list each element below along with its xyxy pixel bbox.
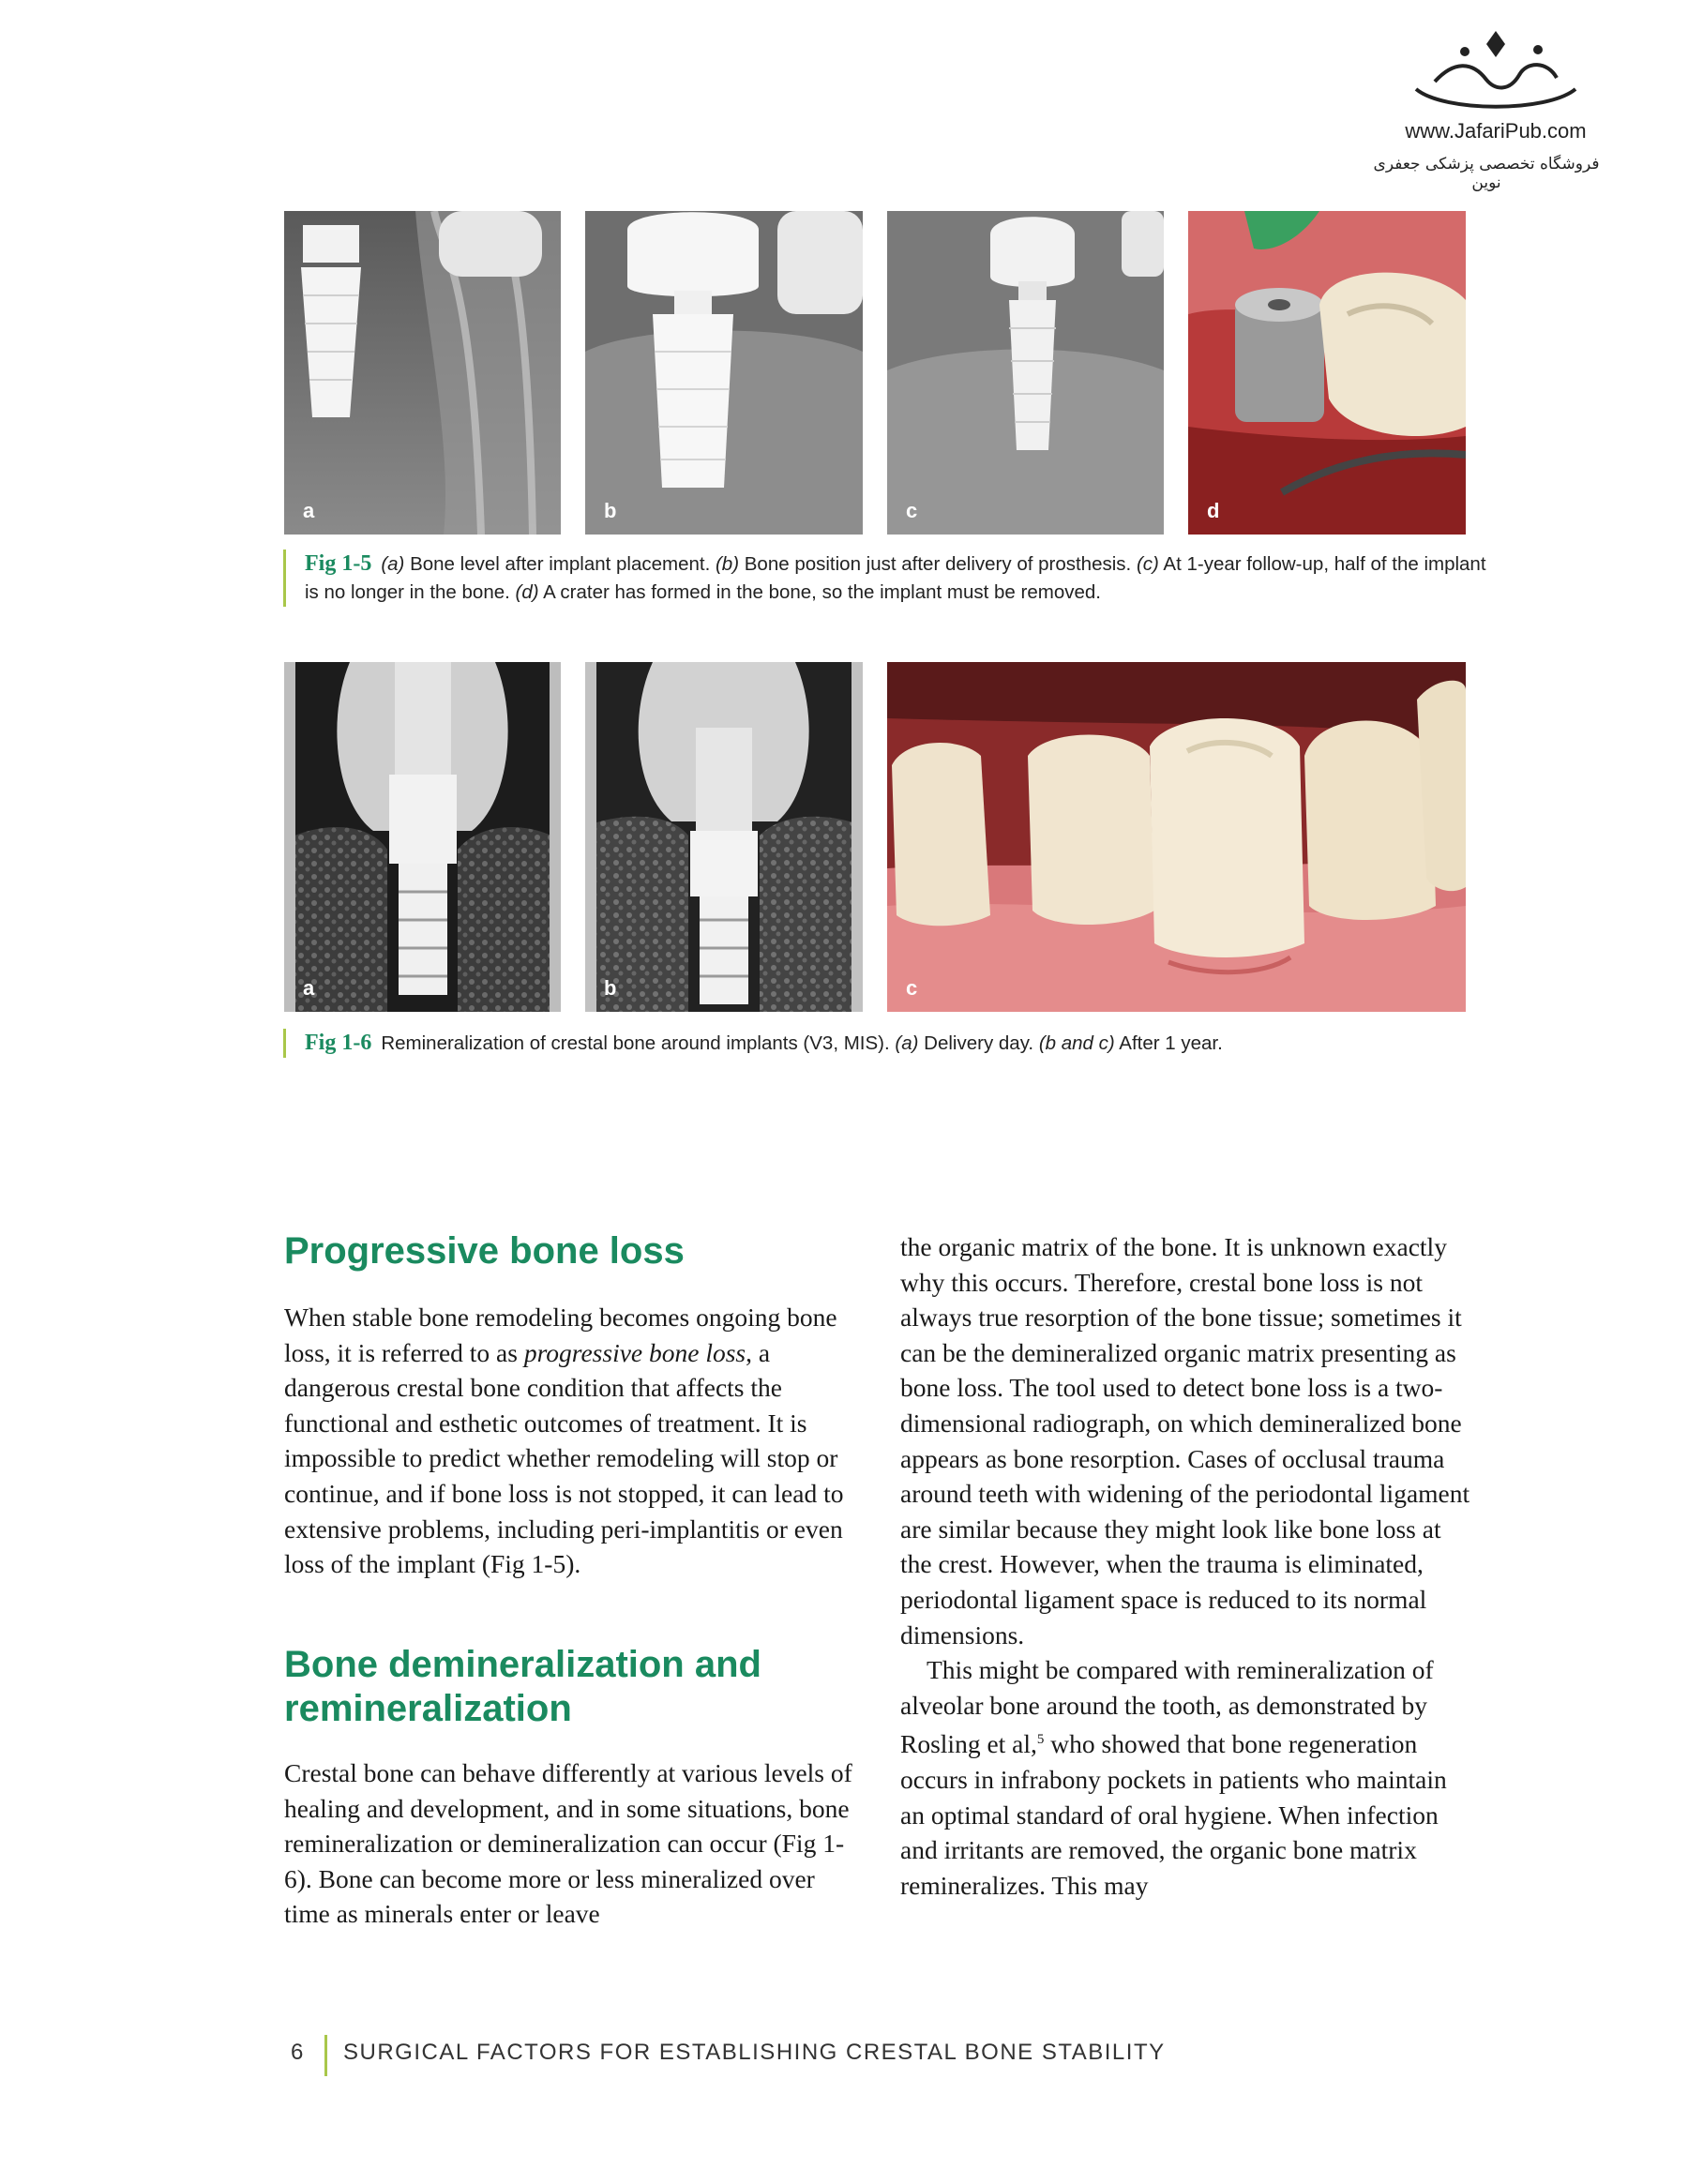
section-heading-bone-demineralization: Bone demineralization and remineralization <box>284 1644 761 1729</box>
paragraph-remineralization <box>900 1652 1474 1903</box>
caption-panel-ref: (b) <box>715 553 740 575</box>
caption-text: At 1-year follow-up, half of the implant is no longer in the bone. <box>305 553 1486 603</box>
figure-1-6-caption <box>283 1029 1505 1058</box>
footer-divider <box>324 2035 327 2076</box>
running-title: SURGICAL FACTORS FOR ESTABLISHING CRESTAL BONE STABILITY <box>343 2040 1166 2065</box>
logo-mark-icon <box>1407 23 1585 117</box>
paragraph-progressive-bone-loss <box>284 1300 856 1582</box>
caption-panel-ref: (a) <box>895 1032 919 1054</box>
text-run: This might be compared with remineralization of alveolar bone around the tooth, as demonstrated by Rosling et al, <box>900 1655 1434 1759</box>
panel-label: d <box>1207 499 1220 522</box>
caption-text: Bone level after implant placement. <box>404 553 716 575</box>
radiograph-image <box>284 662 561 1012</box>
figure-1-6-panel-b <box>585 662 863 1012</box>
caption-panel-ref: (c) <box>1136 553 1159 575</box>
figure-1-6-panel-c <box>887 662 1466 1012</box>
caption-text: After 1 year. <box>1114 1032 1223 1054</box>
panel-label: b <box>604 976 617 1000</box>
figure-1-5-panel-c <box>887 211 1164 535</box>
text-run: who showed that bone regeneration occurs in infrabony pockets in patients who maintain an optimal standard of oral hygiene. When infection and irritants are removed, the organic bone matrix remineralizes. This may <box>900 1729 1447 1900</box>
text-run: Crestal bone can behave differently at various levels of healing and development, and in some situations, bone remineralization or demineralization can occur (Fig 1-6). Bone can become more or less mineralized over time as minerals enter or leave <box>284 1758 852 1929</box>
figure-1-5-panel-a <box>284 211 561 535</box>
radiograph-image <box>887 211 1164 535</box>
publisher-url: www.JafariPub.com <box>1405 119 1587 143</box>
reference-superscript: 5 <box>1036 1732 1045 1748</box>
caption-panel-ref: (d) <box>515 581 539 603</box>
figure-1-5-caption <box>283 550 1505 607</box>
radiograph-image <box>284 211 561 535</box>
panel-label: a <box>303 976 315 1000</box>
section-heading-progressive-bone-loss: Progressive bone loss <box>284 1230 685 1272</box>
caption-panel-ref: (a) <box>381 553 405 575</box>
panel-label: c <box>906 976 918 1000</box>
caption-text: Remineralization of crestal bone around implants (V3, MIS). <box>381 1032 896 1054</box>
right-column-text <box>900 1229 1474 1903</box>
paragraph-demineralized-matrix: the organic matrix of the bone. It is unknown exactly why this occurs. Therefore, crestal bone loss is not always true resorption of the bone tissue; sometimes it can be the demineralized organic matrix presenting as bone loss. The tool used to detect bone loss is a two-dimensional radiograph, on which demineralized bone appears as bone resorption. Cases of occlusal trauma around teeth with widening of the periodontal ligament are similar because they might look like bone loss at the crest. However, when the trauma is eliminated, periodontal ligament space is reduced to its normal dimensions. <box>900 1232 1470 1649</box>
radiograph-image <box>585 211 863 535</box>
panel-label: c <box>906 499 918 522</box>
caption-text: Bone position just after delivery of prosthesis. <box>739 553 1137 575</box>
panel-label: b <box>604 499 617 522</box>
publisher-logo <box>1373 23 1604 192</box>
page-number: 6 <box>291 2040 305 2065</box>
figure-1-6-panel-a <box>284 662 561 1012</box>
caption-panel-ref: (b and c) <box>1038 1032 1115 1054</box>
publisher-tagline: فروشگاه تخصصی پزشکی جعفری نوین <box>1373 155 1600 192</box>
figure-label: Fig 1-6 <box>305 1031 372 1055</box>
figure-1-5-panel-d <box>1188 211 1466 535</box>
caption-text: Delivery day. <box>918 1032 1039 1054</box>
paragraph-bone-demineralization <box>284 1755 856 1932</box>
clinical-photo-image <box>1188 211 1466 535</box>
radiograph-image <box>585 662 863 1012</box>
caption-text: A crater has formed in the bone, so the implant must be removed. <box>538 581 1101 603</box>
panel-label: a <box>303 499 315 522</box>
text-run: , a dangerous crestal bone condition that affects the functional and esthetic outcomes of treatment. It is impossible to predict whether remodeling will stop or continue, and if bone loss is not stopped, it can lead to extensive problems, including peri-implantitis or even loss of the implant (Fig 1-5). <box>284 1337 844 1579</box>
clinical-photo-image <box>887 662 1466 1012</box>
figure-label: Fig 1-5 <box>305 551 372 576</box>
text-run: When stable bone remodeling becomes ongoing bone loss, it is referred to as <box>284 1303 837 1367</box>
figure-1-5-panel-b <box>585 211 863 535</box>
italic-term: progressive bone loss <box>523 1337 746 1367</box>
